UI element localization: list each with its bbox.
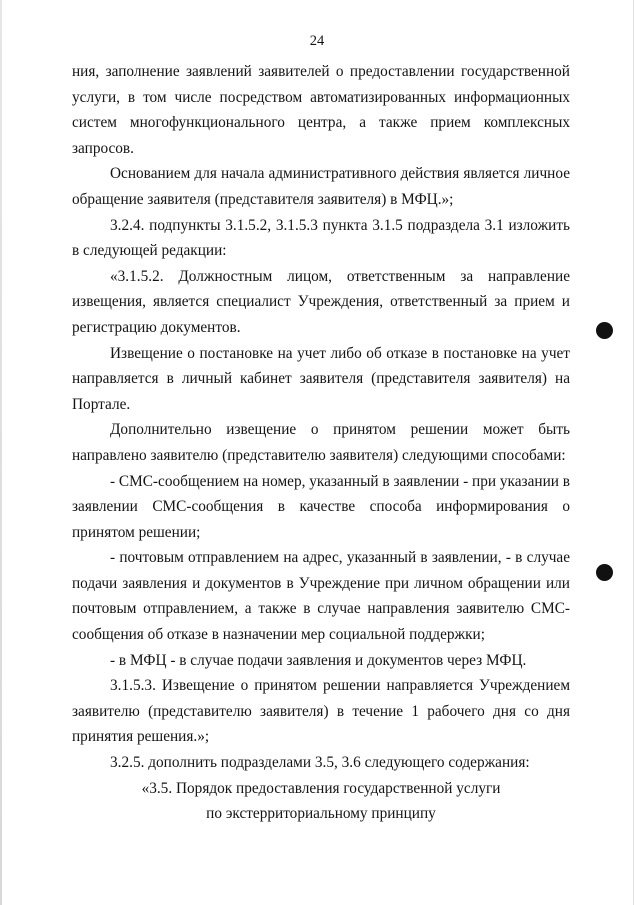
binding-hole-dot-lower [596, 564, 613, 581]
binding-hole-dot-upper [596, 322, 613, 339]
list-item-post: - почтовым отправлением на адрес, указанный в заявлении, - в случае подачи заявления и документов в Учреждение при личном обращении или почтовым отправлением, а также в случае направления заявителю СМС-сообщения об отказе в назначении мер социальной поддержки; [72, 549, 570, 644]
section-heading-line-1: «3.5. Порядок предоставления государственной услуги [141, 779, 501, 797]
scan-edge-left [0, 0, 2, 905]
paragraph-amendment-3-2-4: 3.2.4. подпункты 3.1.5.2, 3.1.5.3 пункта 3.1.5 подраздела 3.1 изложить в следующей редакции: [72, 216, 570, 260]
list-item-sms: - СМС-сообщением на номер, указанный в заявлении - при указании в заявлении СМС-сообщения в качестве способа информирования о принятом решении; [72, 472, 570, 541]
paragraph-additional-methods: Дополнительно извещение о принятом решении может быть направлено заявителю (представителю заявителя) следующими способами: [72, 421, 570, 464]
paragraph-basis: Основанием для начала административного действия является личное обращение заявителя (представителя заявителя) в МФЦ.»; [72, 165, 570, 208]
section-heading-line-2: по экстерриториальному принципу [206, 805, 436, 823]
document-body [72, 59, 570, 827]
paragraph-amendment-3-2-5: 3.2.5. дополнить подразделами 3.5, 3.6 следующего содержания: [110, 754, 530, 772]
paragraph-3-1-5-3: 3.1.5.3. Извещение о принятом решении направляется Учреждением заявителю (представителю заявителя) в течение 1 рабочего дня со дня принятия решения.»; [72, 677, 570, 746]
list-item-mfc: - в МФЦ - в случае подачи заявления и документов через МФЦ. [110, 651, 527, 669]
paragraph-notice-portal: Извещение о постановке на учет либо об отказе в постановке на учет направляется в личный кабинет заявителя (представителя заявителя) на Портале. [72, 344, 570, 413]
paragraph-3-1-5-2: «3.1.5.2. Должностным лицом, ответственным за направление извещения, является специалист Учреждения, ответственный за прием и регистрацию документов. [72, 267, 570, 336]
page-number: 24 [309, 33, 325, 49]
paragraph-continuation: ния, заполнение заявлений заявителей о предоставлении государственной услуги, в том числе посредством автоматизированных информационных систем многофункционального центра, а также прием комплексных запросов. [72, 63, 570, 157]
